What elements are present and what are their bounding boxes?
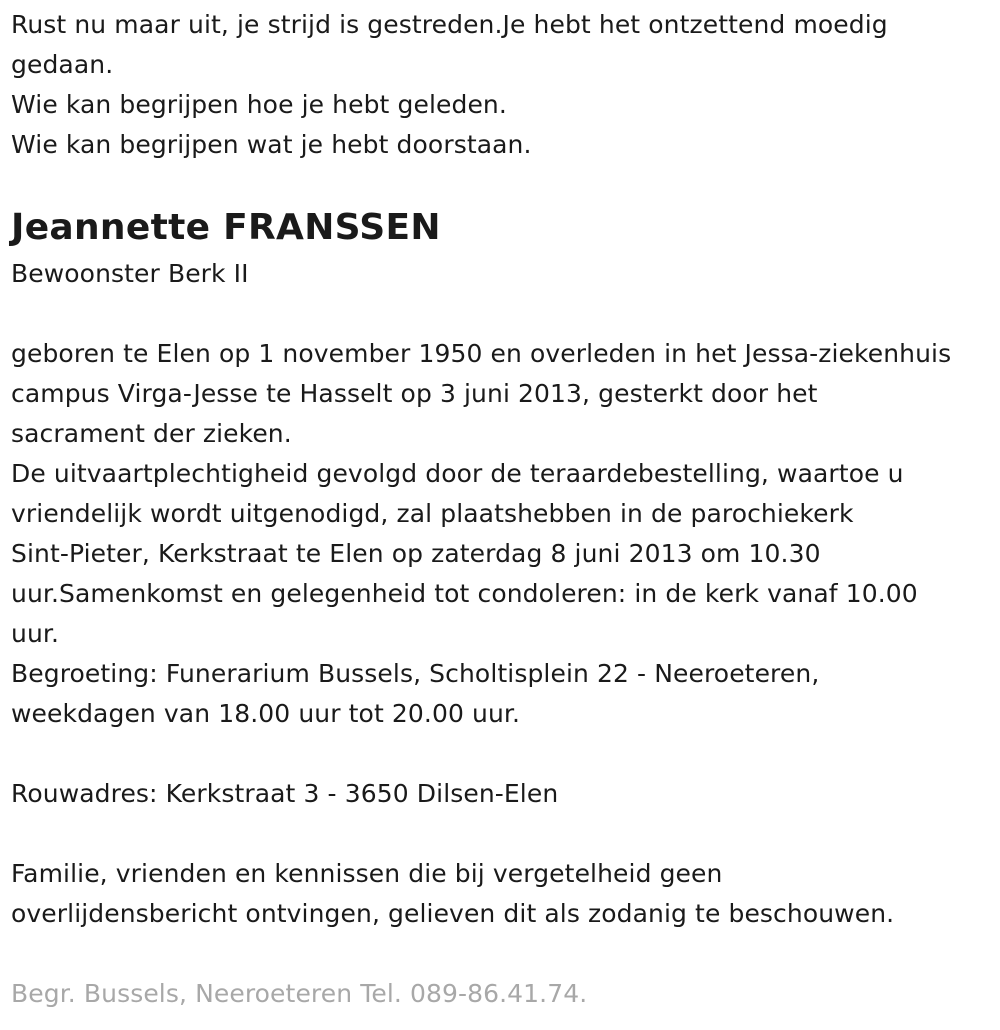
poem-line: Rust nu maar uit, je strijd is gestreden.Je hebt het ontzettend moedig [11, 10, 888, 39]
body-line: geboren te Elen op 1 november 1950 en overleden in het Jessa-ziekenhuis [11, 339, 952, 368]
body-line: De uitvaartplechtigheid gevolgd door de teraardebestelling, waartoe u [11, 459, 904, 488]
body-line: uur. [11, 619, 60, 648]
poem-line: Wie kan begrijpen wat je hebt doorstaan. [11, 130, 532, 159]
family-notice [11, 854, 996, 934]
mourning-address [11, 774, 996, 814]
subtitle-text: Bewoonster Berk II [11, 259, 249, 288]
body-line: weekdagen van 18.00 uur tot 20.00 uur. [11, 699, 521, 728]
address-text: Rouwadres: Kerkstraat 3 - 3650 Dilsen-Elen [11, 779, 559, 808]
notice-body [11, 334, 996, 734]
footer-text: Begr. Bussels, Neeroeteren Tel. 089-86.41.74. [11, 979, 588, 1008]
poem-verse [11, 5, 996, 165]
family-line: Familie, vrienden en kennissen die bij vergetelheid geen [11, 859, 723, 888]
body-line: Begroeting: Funerarium Bussels, Scholtisplein 22 - Neeroeteren, [11, 659, 820, 688]
body-line: uur.Samenkomst en gelegenheid tot condoleren: in de kerk vanaf 10.00 [11, 579, 918, 608]
subtitle-residence [11, 254, 996, 294]
funeral-home-footer [11, 974, 996, 1014]
poem-line: gedaan. [11, 50, 114, 79]
body-line: sacrament der zieken. [11, 419, 292, 448]
family-line: overlijdensbericht ontvingen, gelieven dit als zodanig te beschouwen. [11, 899, 895, 928]
body-line: vriendelijk wordt uitgenodigd, zal plaatshebben in de parochiekerk [11, 499, 854, 528]
body-line: campus Virga-Jesse te Hasselt op 3 juni 2013, gesterkt door het [11, 379, 818, 408]
body-line: Sint-Pieter, Kerkstraat te Elen op zaterdag 8 juni 2013 om 10.30 [11, 539, 821, 568]
poem-line: Wie kan begrijpen hoe je hebt geleden. [11, 90, 507, 119]
deceased-name: Jeannette FRANSSEN [11, 207, 441, 248]
